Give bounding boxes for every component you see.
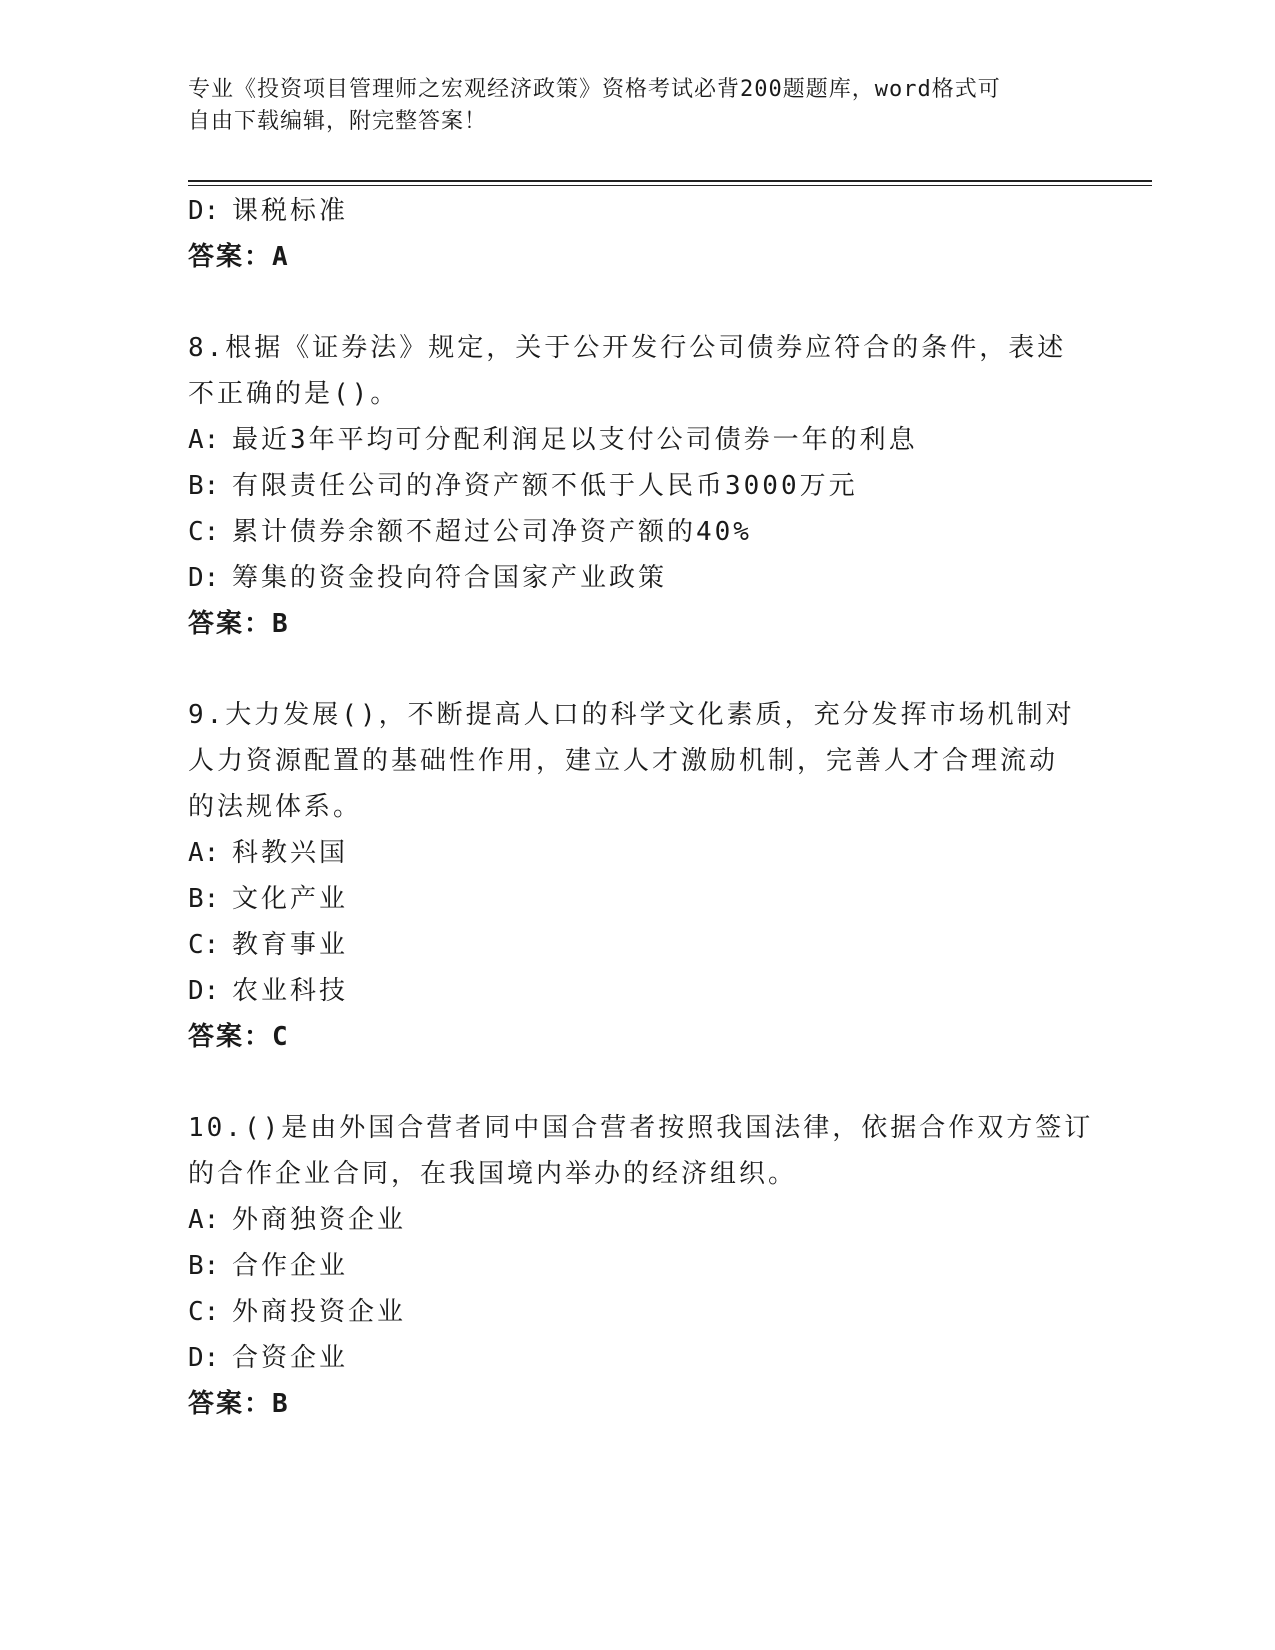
option-key: A: <box>188 425 220 455</box>
spacer <box>188 647 1088 692</box>
option-item <box>188 1197 1088 1243</box>
option-text: 外商投资企业 <box>232 1297 407 1327</box>
option-key: D: <box>188 1343 220 1373</box>
option-text: 外商独资企业 <box>232 1205 407 1235</box>
option-text: 课税标准 <box>232 196 349 226</box>
page-header <box>188 74 1068 138</box>
option-key: C: <box>188 517 220 547</box>
option-item <box>188 509 1088 555</box>
answer-line: 答案：C <box>188 1022 290 1052</box>
option-item <box>188 1335 1088 1381</box>
option-key: B: <box>188 1251 220 1281</box>
option-key: D: <box>188 196 220 226</box>
spacer <box>188 280 1088 325</box>
option-text: 科教兴国 <box>232 838 349 868</box>
header-line: 专业《投资项目管理师之宏观经济政策》资格考试必背200题题库，word格式可 <box>188 77 1001 102</box>
option-text: 文化产业 <box>232 884 349 914</box>
option-text: 累计债券余额不超过公司净资产额的40% <box>232 517 752 547</box>
question-stem: 10.()是由外国合营者同中国合营者按照我国法律，依据合作双方签订 <box>188 1113 1094 1143</box>
option-item <box>188 968 1088 1014</box>
option-item <box>188 922 1088 968</box>
header-divider-thin <box>188 185 1152 186</box>
question-block <box>188 1105 1094 1427</box>
question-stem: 人力资源配置的基础性作用，建立人才激励机制，完善人才合理流动 <box>188 746 1059 776</box>
option-text: 最近3年平均可分配利润足以支付公司债券一年的利息 <box>232 425 918 455</box>
option-text: 教育事业 <box>232 930 349 960</box>
spacer <box>188 1060 1088 1105</box>
option-key: D: <box>188 563 220 593</box>
option-item <box>188 876 1088 922</box>
question-block <box>188 325 1088 647</box>
option-key: B: <box>188 471 220 501</box>
question-stem: 不正确的是()。 <box>188 379 400 409</box>
option-key: C: <box>188 1297 220 1327</box>
header-line: 自由下载编辑，附完整答案！ <box>188 109 488 134</box>
answer-line: 答案：B <box>188 609 290 639</box>
question-block <box>188 692 1088 1060</box>
option-text: 合作企业 <box>232 1251 349 1281</box>
question-list <box>188 188 1094 1427</box>
option-item <box>188 555 1088 601</box>
option-item <box>188 1289 1088 1335</box>
question-stem: 9.大力发展()，不断提高人口的科学文化素质，充分发挥市场机制对 <box>188 700 1075 730</box>
question-stem: 的法规体系。 <box>188 792 363 822</box>
option-text: 筹集的资金投向符合国家产业政策 <box>232 563 668 593</box>
option-text: 有限责任公司的净资产额不低于人民币3000万元 <box>232 471 858 501</box>
option-key: D: <box>188 976 220 1006</box>
option-item <box>188 830 1088 876</box>
option-key: C: <box>188 930 220 960</box>
option-text: 合资企业 <box>232 1343 349 1373</box>
option-key: A: <box>188 1205 220 1235</box>
option-key: B: <box>188 884 220 914</box>
header-divider <box>188 180 1152 182</box>
option-text: 农业科技 <box>232 976 349 1006</box>
answer-line: 答案：B <box>188 1389 290 1419</box>
option-item <box>188 188 1088 234</box>
question-stem: 的合作企业合同，在我国境内举办的经济组织。 <box>188 1159 798 1189</box>
question-stem: 8.根据《证券法》规定，关于公开发行公司债券应符合的条件，表述 <box>188 333 1067 363</box>
answer-line: 答案：A <box>188 242 290 272</box>
option-item <box>188 1243 1088 1289</box>
option-item <box>188 417 1088 463</box>
option-item <box>188 463 1088 509</box>
option-key: A: <box>188 838 220 868</box>
